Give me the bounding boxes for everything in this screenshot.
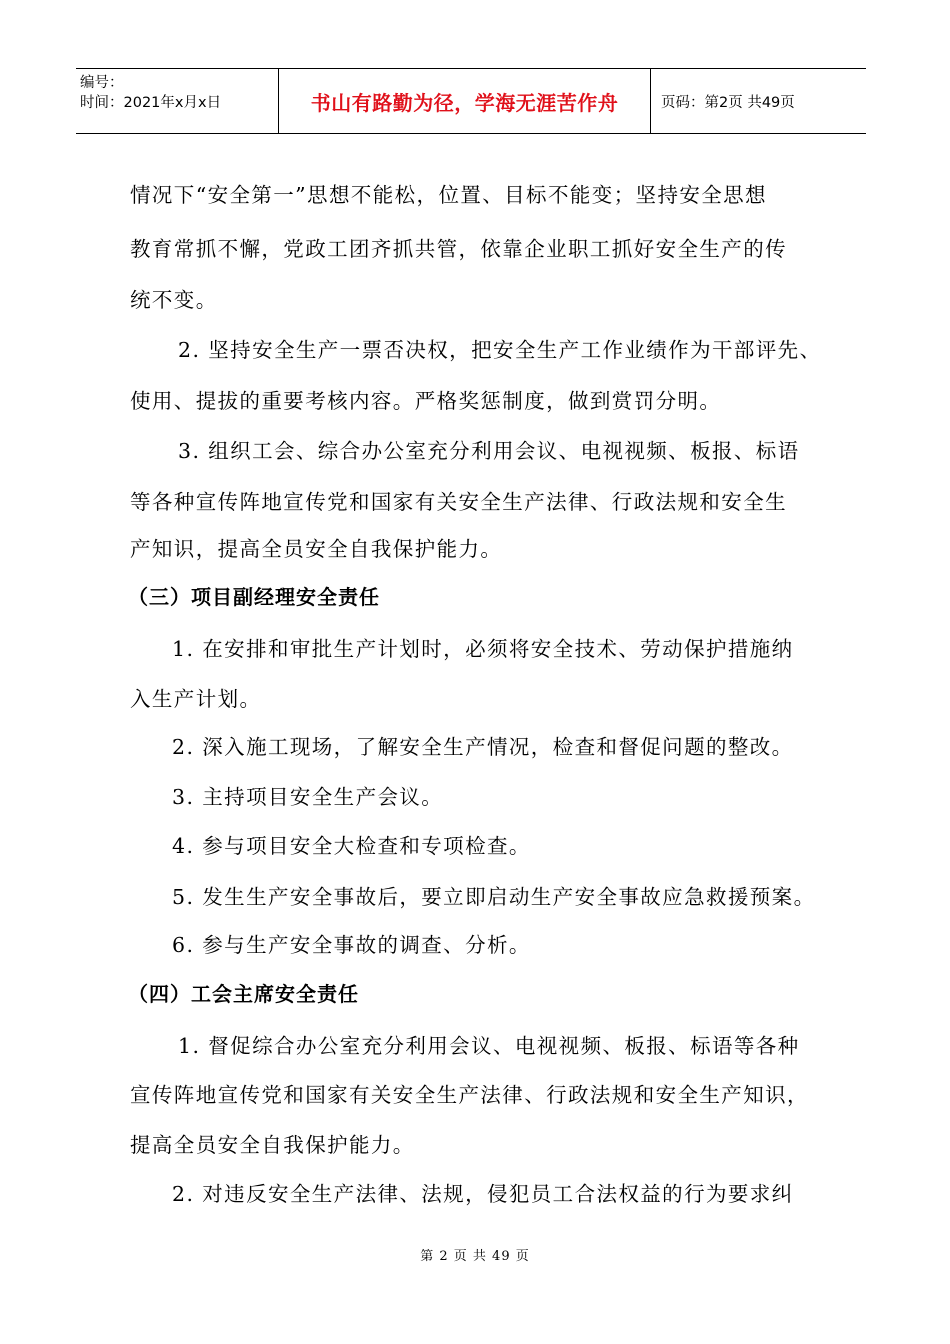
- page-footer: 第 2 页 共 49 页: [420, 1249, 530, 1264]
- body-line: 产知识，提高全员安全自我保护能力。: [130, 537, 503, 561]
- body-line: 教育常抓不懈，党政工团齐抓共管，依靠企业职工抓好安全生产的传: [130, 237, 787, 261]
- section-heading: （四）工会主席安全责任: [128, 982, 359, 1006]
- body-line: 提高全员安全自我保护能力。: [130, 1133, 415, 1157]
- header-meta: [76, 69, 279, 133]
- body-line: 3. 组织工会、综合办公室充分利用会议、电视视频、板报、标语: [178, 439, 800, 463]
- body-line: 3. 主持项目安全生产会议。: [172, 785, 444, 809]
- header-page-info: 页码：第2页 共49页: [661, 94, 795, 111]
- body-line: 2. 深入施工现场，了解安全生产情况，检查和督促问题的整改。: [172, 735, 794, 759]
- body-line: 4. 参与项目安全大检查和专项检查。: [172, 834, 531, 858]
- body-line: 1. 督促综合办公室充分利用会议、电视视频、板报、标语等各种: [178, 1034, 800, 1058]
- body-line: 宣传阵地宣传党和国家有关安全生产法律、行政法规和安全生产知识，: [130, 1083, 809, 1107]
- body-line: 6. 参与生产安全事故的调查、分析。: [172, 933, 531, 957]
- document-date-label: 时间：2021年x月x日: [80, 95, 222, 111]
- body-line: 入生产计划。: [130, 687, 262, 711]
- body-line: 5. 发生生产安全事故后，要立即启动生产安全事故应急救援预案。: [172, 885, 816, 909]
- body-line: 使用、提拔的重要考核内容。严格奖惩制度，做到赏罚分明。: [130, 389, 722, 413]
- header-motto: 书山有路勤为径，学海无涯苦作舟: [279, 69, 651, 133]
- body-line: 2. 对违反安全生产法律、法规，侵犯员工合法权益的行为要求纠: [172, 1182, 794, 1206]
- body-line: 等各种宣传阵地宣传党和国家有关安全生产法律、行政法规和安全生: [130, 490, 787, 514]
- section-heading: （三）项目副经理安全责任: [128, 585, 380, 609]
- body-line: 统不变。: [130, 288, 218, 312]
- body-line: 1. 在安排和审批生产计划时，必须将安全技术、劳动保护措施纳: [172, 637, 794, 661]
- body-line: 情况下“安全第一”思想不能松，位置、目标不能变；坚持安全思想: [130, 183, 767, 207]
- body-line: 2. 坚持安全生产一票否决权，把安全生产工作业绩作为干部评先、: [178, 338, 822, 362]
- page-header: [76, 68, 866, 134]
- document-number-label: 编号：: [80, 75, 124, 91]
